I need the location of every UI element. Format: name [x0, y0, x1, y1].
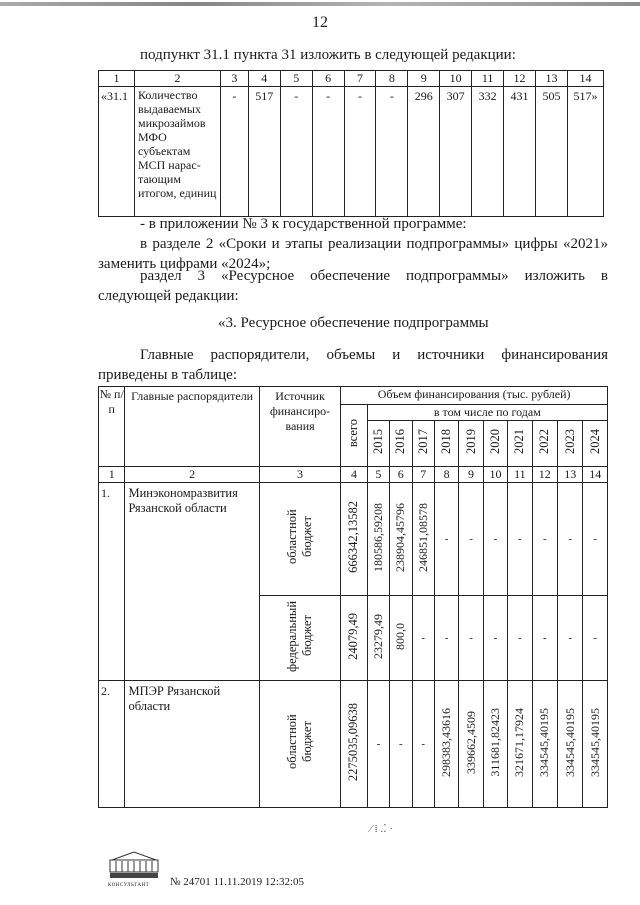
empty-value-cell: -	[367, 681, 389, 808]
value-cell: -	[220, 87, 248, 217]
value-cell: -	[312, 87, 344, 217]
header-row-1	[99, 387, 608, 405]
empty-value-cell: -	[558, 483, 583, 596]
empty-value-cell: -	[459, 483, 483, 596]
empty-value-cell: -	[459, 596, 483, 681]
year-header-cell: 2016	[390, 421, 412, 467]
header-cell: 12	[504, 71, 536, 87]
header-main-managers: Главные распорядители	[125, 387, 259, 467]
year-header-cell: 2018	[434, 421, 458, 467]
year-header-cell: 2019	[459, 421, 483, 467]
value-cell: 431	[504, 87, 536, 217]
column-number-cell: 1	[99, 467, 125, 483]
header-cell: 5	[280, 71, 312, 87]
empty-value-cell: -	[483, 596, 507, 681]
empty-value-cell: -	[532, 596, 557, 681]
total-cell: 2275035,09638	[341, 681, 367, 808]
year-value-cell: 334545,40195	[532, 681, 557, 808]
header-total: всего	[341, 405, 367, 467]
paragraph-4a: Главные распорядители, объемы и источники финансирования	[140, 347, 608, 363]
source-cell: областной бюджет	[259, 483, 340, 596]
year-header-cell: 2015	[367, 421, 389, 467]
stamp-label: КОНСУЛЬТАНТ	[108, 883, 150, 888]
year-value-cell: 321671,17924	[508, 681, 532, 808]
source-cell: федеральный бюджет	[259, 596, 340, 681]
row-number-cell: 2.	[99, 681, 125, 808]
paragraph-2b: заменить цифрами «2024»;	[98, 256, 271, 272]
column-number-cell: 11	[508, 467, 532, 483]
empty-value-cell: -	[583, 596, 608, 681]
value-cell: 296	[408, 87, 440, 217]
column-number-cell: 14	[583, 467, 608, 483]
value-cell: 517	[248, 87, 280, 217]
column-number-cell: 10	[483, 467, 507, 483]
column-number-cell: 13	[558, 467, 583, 483]
year-header-cell: 2017	[412, 421, 434, 467]
scan-marks: ⁄ ⁞ .⁚ ·	[370, 823, 394, 835]
year-value-cell: 298383,43616	[434, 681, 458, 808]
empty-value-cell: -	[412, 596, 434, 681]
paragraph-3b: следующей редакции:	[98, 288, 239, 304]
empty-value-cell: -	[508, 483, 532, 596]
scan-top-border	[0, 2, 640, 6]
header-cell: 13	[536, 71, 568, 87]
column-number-cell: 3	[259, 467, 340, 483]
header-cell: 10	[440, 71, 472, 87]
indicator-name-cell: Количество выдаваемых микрозаймов МФО субъектам МСП нарас-тающим итогом, единиц	[134, 87, 220, 217]
header-cell: 7	[344, 71, 376, 87]
year-value-cell: 180586,59208	[367, 483, 389, 596]
table-header-row	[99, 71, 604, 87]
value-cell: -	[376, 87, 408, 217]
year-value-cell: 800,0	[390, 596, 412, 681]
year-value-cell: 23279,49	[367, 596, 389, 681]
paragraph-1: - в приложении № 3 к государственной программе:	[140, 216, 467, 232]
column-number-cell: 7	[412, 467, 434, 483]
table-row	[99, 87, 604, 217]
column-number-cell: 5	[367, 467, 389, 483]
empty-value-cell: -	[583, 483, 608, 596]
value-cell: «31.1	[99, 87, 135, 217]
empty-value-cell: -	[483, 483, 507, 596]
empty-value-cell: -	[434, 596, 458, 681]
building-icon	[108, 850, 160, 880]
section-heading: «3. Ресурсное обеспечение подпрограммы	[218, 315, 489, 331]
source-cell: областной бюджет	[259, 681, 340, 808]
manager-name-cell: Минэкономразвития Рязанской области	[125, 483, 259, 681]
header-cell: 3	[220, 71, 248, 87]
year-header-cell: 2023	[558, 421, 583, 467]
total-cell: 24079,49	[341, 596, 367, 681]
row-number-cell: 1.	[99, 483, 125, 681]
header-cell: 11	[472, 71, 504, 87]
stamp-logo	[108, 850, 160, 888]
empty-value-cell: -	[558, 596, 583, 681]
manager-name-cell: МПЭР Рязанской области	[125, 681, 259, 808]
total-cell: 666342,13582	[341, 483, 367, 596]
empty-value-cell: -	[434, 483, 458, 596]
financing-table	[98, 386, 608, 808]
column-number-cell: 2	[125, 467, 259, 483]
header-cell: 8	[376, 71, 408, 87]
header-volume: Объем финансирования (тыс. рублей)	[341, 387, 608, 405]
value-cell: 332	[472, 87, 504, 217]
year-value-cell: 334545,40195	[583, 681, 608, 808]
column-number-cell: 6	[390, 467, 412, 483]
intro-text: подпункт 31.1 пункта 31 изложить в следующей редакции:	[140, 47, 516, 63]
year-header-cell: 2022	[532, 421, 557, 467]
empty-value-cell: -	[508, 596, 532, 681]
indicator-table	[98, 70, 604, 217]
empty-value-cell: -	[412, 681, 434, 808]
header-cell: 9	[408, 71, 440, 87]
value-cell: 505	[536, 87, 568, 217]
header-cell: 2	[134, 71, 220, 87]
year-value-cell: 311681,82423	[483, 681, 507, 808]
empty-value-cell: -	[532, 483, 557, 596]
year-header-cell: 2021	[508, 421, 532, 467]
table-row	[99, 681, 608, 808]
paragraph-3a: раздел 3 «Ресурсное обеспечение подпрограммы» изложить в	[140, 268, 608, 284]
header-cell: 6	[312, 71, 344, 87]
header-cell: 14	[567, 71, 603, 87]
header-cell: 4	[248, 71, 280, 87]
value-cell: 517»	[567, 87, 603, 217]
paragraph-2a: в разделе 2 «Сроки и этапы реализации подпрограммы» цифры «2021»	[140, 236, 608, 252]
header-cell: 1	[99, 71, 135, 87]
header-num: № п/п	[99, 387, 125, 467]
column-number-cell: 9	[459, 467, 483, 483]
document-info: № 24701 11.11.2019 12:32:05	[170, 876, 305, 888]
year-value-cell: 246851,08578	[412, 483, 434, 596]
column-number-cell: 4	[341, 467, 367, 483]
header-years-caption: в том числе по годам	[367, 405, 607, 421]
year-value-cell: 339662,4509	[459, 681, 483, 808]
value-cell: -	[280, 87, 312, 217]
paragraph-4b: приведены в таблице:	[98, 367, 238, 383]
column-number-cell: 8	[434, 467, 458, 483]
year-header-cell: 2020	[483, 421, 507, 467]
column-numbers-row	[99, 467, 608, 483]
column-number-cell: 12	[532, 467, 557, 483]
value-cell: -	[344, 87, 376, 217]
empty-value-cell: -	[390, 681, 412, 808]
table-row	[99, 483, 608, 596]
year-value-cell: 334545,40195	[558, 681, 583, 808]
header-source: Источник финансиро-вания	[259, 387, 340, 467]
year-value-cell: 238904,45796	[390, 483, 412, 596]
page-number: 12	[312, 14, 328, 31]
value-cell: 307	[440, 87, 472, 217]
year-header-cell: 2024	[583, 421, 608, 467]
